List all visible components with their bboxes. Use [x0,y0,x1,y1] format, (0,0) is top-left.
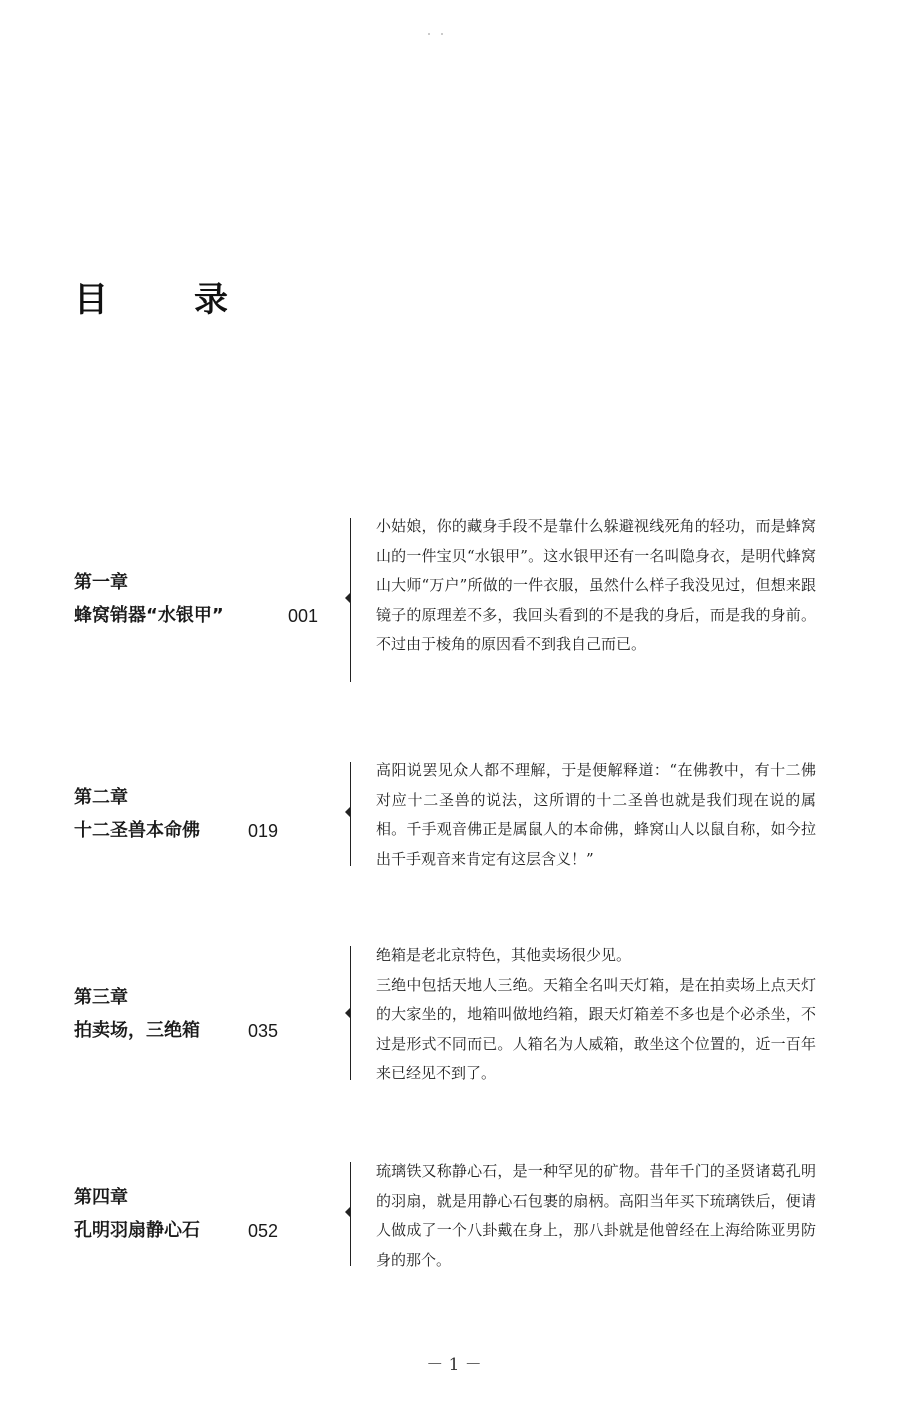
bracket-line [350,518,351,682]
scan-speck [428,33,430,35]
summary-line: 三绝中包括天地人三绝。天箱全名叫天灯箱，是在拍卖场上点天灯的大家坐的，地箱叫做地绉箱，跟天灯箱差不多也是个必杀坐，不过是形式不同而已。人箱名为人威箱，敢坐这个位置的，近一百年来已经见不到了。 [376,975,816,1082]
bracket-notch [345,593,350,603]
summary-text: 高阳说罢见众人都不理解，于是便解释道：“在佛教中，有十二佛对应十二圣兽的说法，这所谓的十二圣兽也就是我们现在说的属相。千手观音佛正是属鼠人的本命佛，蜂窝山人以鼠自称，如今拉出千手观音来肯定有这层含义！” [376,761,816,868]
chapter-summary [376,756,816,874]
summary-text: 小姑娘，你的藏身手段不是靠什么躲避视线死角的轻功，而是蜂窝山的一件宝贝“水银甲”。这水银甲还有一名叫隐身衣，是明代蜂窝山大师“万户”所做的一件衣服，虽然什么样子我没见过，但想来跟镜子的原理差不多，我回头看到的不是我的身后，而是我的身前。不过由于棱角的原因看不到我自己而已。 [376,517,816,653]
chapter-title: 孔明羽扇静心石 [74,1220,200,1241]
chapter-title: 拍卖场，三绝箱 [74,1020,200,1041]
chapter-page-number: 035 [248,1021,279,1041]
chapter-title: 十二圣兽本命佛 [74,820,200,841]
page-number: － 1 － [426,1355,482,1375]
summary-text: 琉璃铁又称静心石，是一种罕见的矿物。昔年千门的圣贤诸葛孔明的羽扇，就是用静心石包裹的扇柄。高阳当年买下琉璃铁后，便请人做成了一个八卦戴在身上，那八卦就是他曾经在上海给陈亚男防身的那个。 [376,1162,816,1269]
chapter-summary [376,1157,816,1275]
scan-speck [441,33,443,35]
chapter-page-number: 001 [288,606,319,626]
bracket-line [350,1162,351,1266]
summary-line: 绝箱是老北京特色，其他卖场很少见。 [376,946,632,964]
chapter-label: 第二章 [74,787,128,808]
chapter-label: 第四章 [74,1187,128,1208]
chapter-page-number: 019 [248,821,279,841]
bracket-notch [345,1008,350,1018]
chapter-title: 蜂窝销器“水银甲” [74,605,224,626]
bracket-line [350,946,351,1080]
bracket-notch [345,807,350,817]
bracket-line [350,762,351,866]
chapter-label: 第一章 [74,572,128,593]
chapter-summary [376,941,816,1089]
page-title: 目 录 [74,280,254,320]
bracket-notch [345,1207,350,1217]
chapter-label: 第三章 [74,987,128,1008]
chapter-summary [376,512,816,660]
chapter-page-number: 052 [248,1221,279,1241]
